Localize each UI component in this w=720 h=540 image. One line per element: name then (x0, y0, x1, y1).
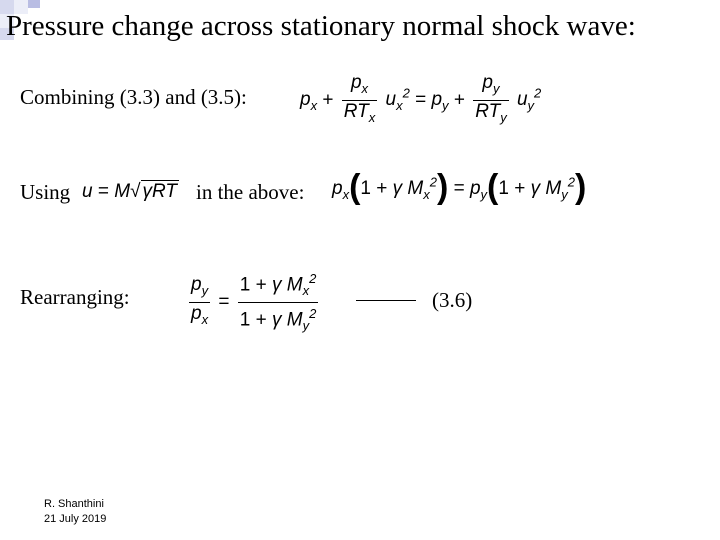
slide-title: Pressure change across stationary normal shock wave: (6, 10, 636, 42)
footer (44, 497, 106, 527)
combining-label: Combining (3.3) and (3.5): (20, 85, 247, 109)
using-label: Using (20, 180, 71, 204)
pressure-ratio-equation: $\frac{p_y}{p_x}$ = $\frac{1 + \gamma M_x^2}{1 + \gamma M_y^2}$ (191, 271, 317, 334)
in-the-above-label: in the above: (196, 180, 305, 204)
equation-number: (3.6) (432, 288, 473, 312)
footer-author: R. Shanthini (44, 498, 104, 510)
momentum-equation: $p_x$ + $\frac{p_x}{RT_x}$ $u_x^2 = p_y$ + $\frac{p_y}{RT_y}$ $u_y^2$ (300, 72, 542, 125)
velocity-relation-equation: u = M √ γRT (82, 181, 177, 202)
rearranging-label: Rearranging: (20, 285, 130, 309)
pressure-mach-equation: $p_x(1 + \gamma$ $M_x^2) = p_y(1 + \gamma$ $M_y^2$) (332, 168, 587, 206)
equation-number-leader (356, 300, 416, 301)
corner-decor-square (28, 0, 40, 8)
footer-date: 21 July 2019 (44, 513, 107, 525)
